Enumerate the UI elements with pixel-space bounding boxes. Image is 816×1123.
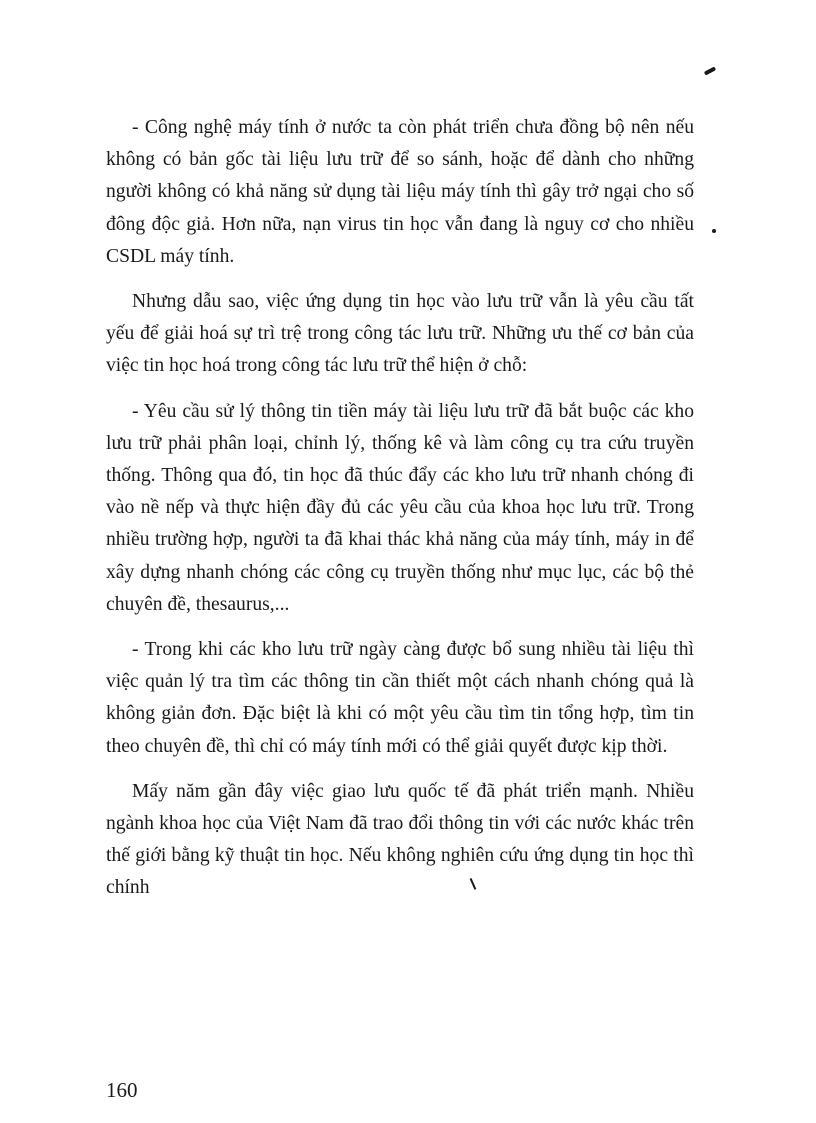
scan-mark-top [704, 66, 716, 75]
paragraph-4: - Trong khi các kho lưu trữ ngày càng được bổ sung nhiều tài liệu thì việc quản lý tra tìm các thông tin cần thiết một cách nhanh chóng quả là không giản đơn. Đặc biệt là khi có một yêu cầu tìm tin tổng hợp, tìm tin theo chuyên đề, thì chỉ có máy tính mới có thể giải quyết được kịp thời. [106, 639, 694, 757]
paragraph-5: Mấy năm gần đây việc giao lưu quốc tế đã phát triển mạnh. Nhiều ngành khoa học của Việt Nam đã trao đổi thông tin với các nước khác trên thế giới bằng kỹ thuật tin học. Nếu không nghiên cứu ứng dụng tin học thì chính [106, 780, 694, 899]
paragraph-3: - Yêu cầu sử lý thông tin tiền máy tài liệu lưu trữ đã bắt buộc các kho lưu trữ phải phân loại, chỉnh lý, thống kê và làm công cụ tra cứu truyền thống. Thông qua đó, tin học đã thúc đẩy các kho lưu trữ nhanh chóng đi vào nề nếp và thực hiện đầy đủ các yêu cầu của khoa học lưu trữ. Trong nhiều trường hợp, người ta đã khai thác khả năng của máy tính, máy in để xây dựng nhanh chóng các công cụ truyền thống như mục lục, các bộ thẻ chuyên đề, thesaurus,... [106, 400, 694, 615]
scan-mark-dot [712, 229, 716, 233]
paragraph-2: Nhưng dẫu sao, việc ứng dụng tin học vào lưu trữ vẫn là yêu cầu tất yếu để giải hoá sự trì trệ trong công tác lưu trữ. Những ưu thế cơ bản của việc tin học hoá trong công tác lưu trữ thể hiện ở chỗ: [106, 291, 694, 377]
page-number: 160 [106, 1078, 138, 1102]
page-body [106, 112, 694, 918]
paragraph-1: - Công nghệ máy tính ở nước ta còn phát triển chưa đồng bộ nên nếu không có bản gốc tài liệu lưu trữ để so sánh, hoặc để dành cho những người không có khả năng sử dụng tài liệu máy tính thì gây trở ngại cho số đông độc giả. Hơn nữa, nạn virus tin học vẫn đang là nguy cơ cho nhiều CSDL máy tính. [106, 117, 694, 267]
